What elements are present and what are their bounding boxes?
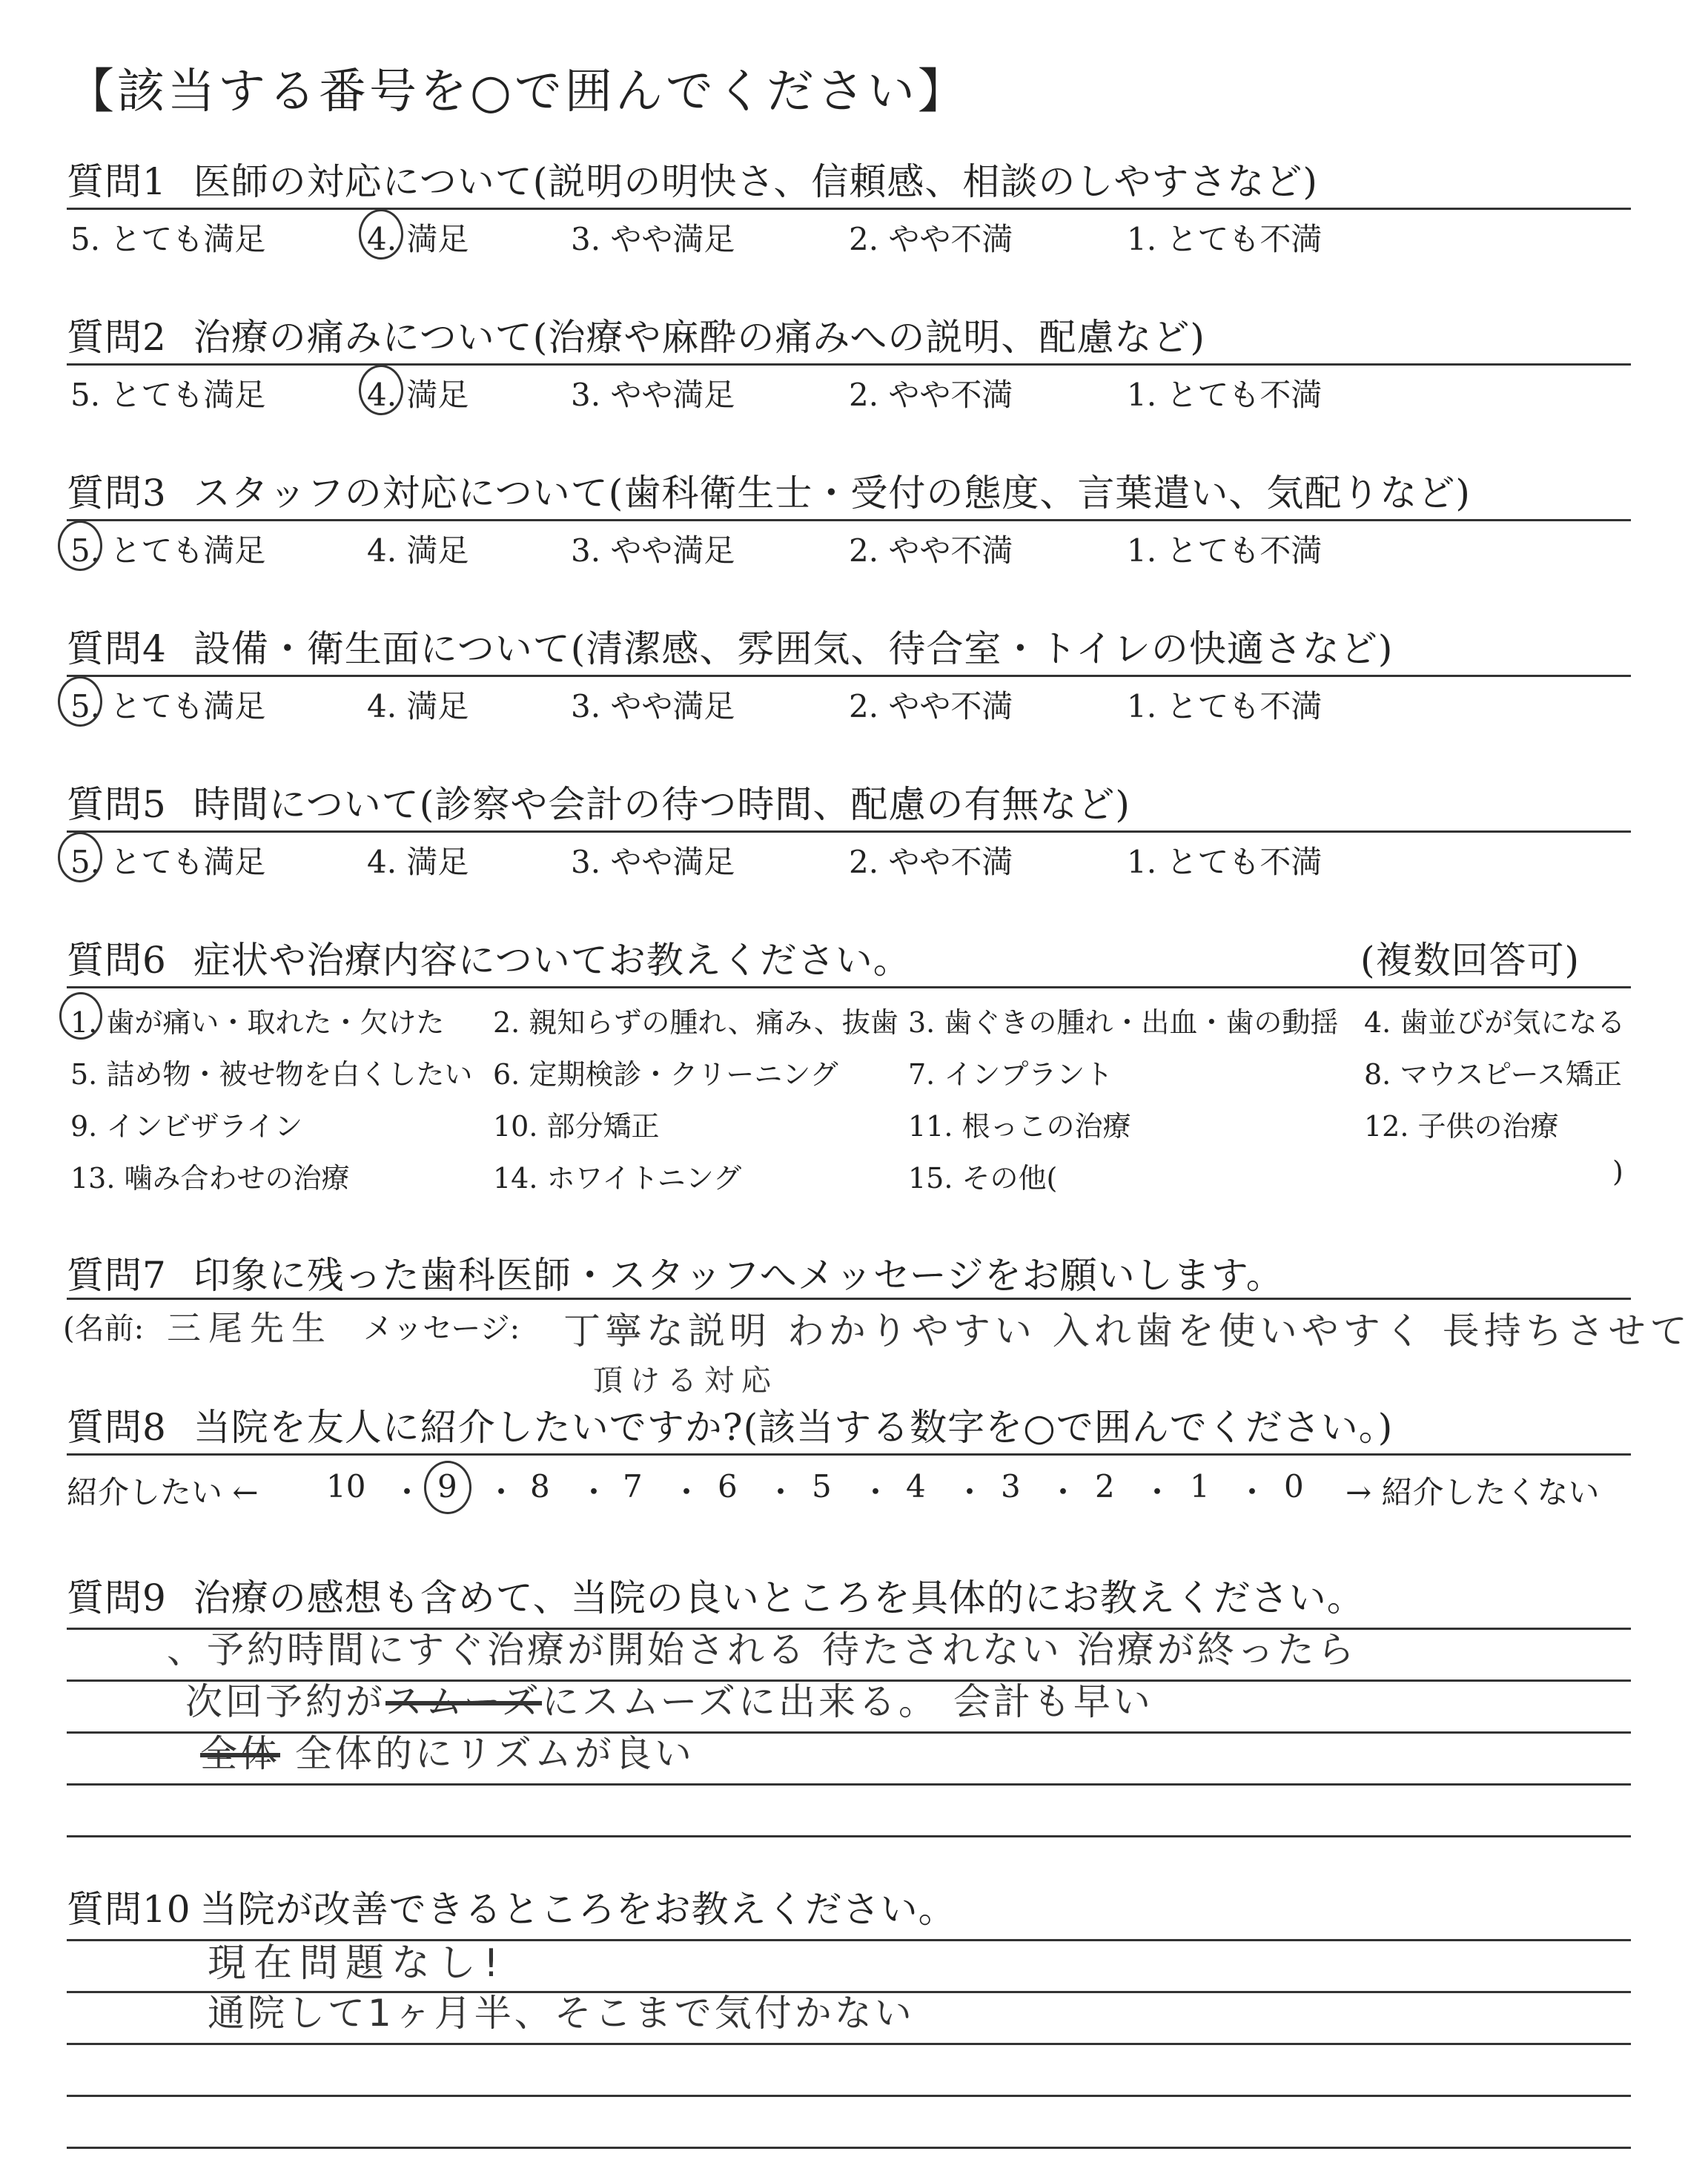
- q1-selected-circle: [359, 209, 403, 260]
- question-7-rule: [67, 1298, 1631, 1300]
- question-1-label: 質問1: [67, 160, 167, 203]
- q8-sep: ・: [860, 1474, 892, 1510]
- question-5-text: 時間について(診察や会計の待つ時間、配慮の有無など): [193, 783, 1131, 826]
- q3-option-1[interactable]: 1. とても不満: [1127, 532, 1323, 569]
- q8-scale-1[interactable]: 1: [1190, 1468, 1210, 1505]
- q6-option-8[interactable]: 8. マウスピース矯正: [1364, 1058, 1622, 1091]
- q7-name-value[interactable]: 三尾先生: [167, 1308, 333, 1348]
- question-2-rule: [67, 363, 1631, 366]
- q8-sep: ・: [391, 1474, 423, 1510]
- q8-scale-4[interactable]: 4: [906, 1468, 926, 1505]
- question-6: [67, 931, 911, 984]
- q8-scale-2[interactable]: 2: [1095, 1468, 1115, 1505]
- q8-sep: ・: [486, 1474, 517, 1510]
- q9-line-2-pre: 次回予約が: [185, 1680, 385, 1723]
- q9-answer-line-2[interactable]: [185, 1672, 1153, 1725]
- question-4-rule: [67, 675, 1631, 677]
- question-3-rule: [67, 519, 1631, 521]
- q4-option-1[interactable]: 1. とても不満: [1127, 688, 1323, 724]
- q6-option-3[interactable]: 3. 歯ぐきの腫れ・出血・歯の動揺: [908, 1006, 1339, 1039]
- q3-option-3[interactable]: 3. やや満足: [571, 532, 735, 569]
- q2-option-4[interactable]: 4. 満足: [367, 377, 469, 413]
- question-9: [67, 1568, 1365, 1622]
- q7-message-line-1[interactable]: 丁寧な説明 わかりやすい 入れ歯を使いやすく 長持ちさせて: [563, 1309, 1692, 1353]
- q8-sep: ・: [1237, 1474, 1268, 1510]
- q6-option-2[interactable]: 2. 親知らずの腫れ、痛み、抜歯: [493, 1006, 898, 1039]
- q8-left-label: 紹介したい ←: [67, 1474, 259, 1510]
- question-6-note: (複数回答可): [1360, 939, 1580, 982]
- question-9-label: 質問9: [67, 1576, 167, 1619]
- page-title: 【該当する番号を○で囲んでください】: [67, 65, 968, 119]
- q8-scale-5[interactable]: 5: [812, 1468, 832, 1505]
- q1-option-2[interactable]: 2. やや不満: [849, 221, 1013, 257]
- question-1: [67, 152, 1318, 205]
- q5-option-5[interactable]: 5. とても満足: [70, 844, 266, 880]
- question-8-label: 質問8: [67, 1406, 167, 1449]
- q10-answer-line-2[interactable]: 通院して1ヶ月半、そこまで気付かない: [208, 1992, 915, 2035]
- q2-option-2[interactable]: 2. やや不満: [849, 377, 1013, 413]
- q7-message-label: メッセージ:: [363, 1312, 520, 1346]
- q9-line-rule-5: [67, 1835, 1631, 1837]
- q8-scale-6[interactable]: 6: [718, 1468, 738, 1505]
- q5-option-4[interactable]: 4. 満足: [367, 844, 469, 880]
- q9-line-2-post: にスムーズに出来る。 会計も早い: [542, 1680, 1153, 1723]
- question-10: [67, 1880, 956, 1933]
- question-6-text: 症状や治療内容についてお教えください。: [193, 939, 911, 982]
- question-7-label: 質問7: [67, 1254, 167, 1297]
- q5-option-1[interactable]: 1. とても不満: [1127, 844, 1323, 880]
- q9-line-3-struck: 全体: [200, 1732, 280, 1775]
- q6-option-15[interactable]: 15. その他(: [908, 1162, 1058, 1195]
- q10-line-rule-5: [67, 2147, 1631, 2149]
- q3-option-4[interactable]: 4. 満足: [367, 532, 469, 569]
- question-6-label: 質問6: [67, 939, 167, 982]
- question-7: [67, 1246, 1284, 1299]
- question-10-text: 当院が改善できるところをお教えください。: [199, 1888, 956, 1931]
- q9-line-3-text: 全体的にリズムが良い: [294, 1732, 695, 1775]
- question-2-label: 質問2: [67, 316, 167, 359]
- q6-option-14[interactable]: 14. ホワイトニング: [493, 1162, 742, 1195]
- question-3: [67, 463, 1471, 517]
- question-1-rule: [67, 208, 1631, 210]
- q2-selected-circle: [359, 365, 403, 415]
- question-4-label: 質問4: [67, 627, 167, 670]
- q2-option-3[interactable]: 3. やや満足: [571, 377, 735, 413]
- question-7-text: 印象に残った歯科医師・スタッフへメッセージをお願いします。: [193, 1254, 1284, 1297]
- q5-selected-circle: [58, 832, 102, 882]
- q10-line-rule-4: [67, 2095, 1631, 2097]
- question-5: [67, 775, 1131, 828]
- q6-option-12[interactable]: 12. 子供の治療: [1364, 1110, 1559, 1143]
- q6-option-13[interactable]: 13. 噛み合わせの治療: [70, 1162, 350, 1195]
- q8-sep: ・: [671, 1474, 703, 1510]
- question-10-label: 質問10: [67, 1888, 191, 1931]
- q6-option-5[interactable]: 5. 詰め物・被せ物を白くしたい: [70, 1058, 473, 1091]
- q3-selected-circle: [58, 521, 102, 571]
- question-9-text: 治療の感想も含めて、当院の良いところを具体的にお教えください。: [193, 1576, 1365, 1619]
- q3-option-5[interactable]: 5. とても満足: [70, 532, 266, 569]
- q1-option-5[interactable]: 5. とても満足: [70, 221, 266, 257]
- q8-scale-7[interactable]: 7: [623, 1468, 643, 1505]
- q8-sep: ・: [954, 1474, 986, 1510]
- q10-line-rule-3: [67, 2043, 1631, 2045]
- q6-option-6[interactable]: 6. 定期検診・クリーニング: [493, 1058, 838, 1091]
- question-5-rule: [67, 830, 1631, 833]
- q6-option-1[interactable]: 1. 歯が痛い・取れた・欠けた: [70, 1006, 445, 1039]
- question-2: [67, 308, 1205, 361]
- q6-option-7[interactable]: 7. インプラント: [908, 1058, 1113, 1091]
- q9-answer-line-1[interactable]: 、予約時間にすぐ治療が開始される 待たされない 治療が終ったら: [167, 1628, 1357, 1671]
- q5-option-2[interactable]: 2. やや不満: [849, 844, 1013, 880]
- q1-option-4[interactable]: 4. 満足: [367, 221, 469, 257]
- q4-option-3[interactable]: 3. やや満足: [571, 688, 735, 724]
- q8-sep: ・: [1142, 1474, 1174, 1510]
- q8-scale-0[interactable]: 0: [1284, 1468, 1304, 1505]
- question-6-rule: [67, 986, 1631, 988]
- q8-sep: ・: [578, 1474, 610, 1510]
- q4-option-4[interactable]: 4. 満足: [367, 688, 469, 724]
- q4-option-5[interactable]: 5. とても満足: [70, 688, 266, 724]
- q8-scale-10[interactable]: 10: [326, 1468, 366, 1505]
- q9-line-2-struck: スムーズ: [385, 1680, 542, 1723]
- q1-option-3[interactable]: 3. やや満足: [571, 221, 735, 257]
- q3-option-2[interactable]: 2. やや不満: [849, 532, 1013, 569]
- question-8-rule: [67, 1453, 1631, 1456]
- q8-scale-9[interactable]: 9: [437, 1468, 457, 1505]
- q5-option-3[interactable]: 3. やや満足: [571, 844, 735, 880]
- q4-selected-circle: [58, 676, 102, 727]
- question-2-text: 治療の痛みについて(治療や麻酔の痛みへの説明、配慮など): [193, 316, 1205, 359]
- q8-selected-circle: [424, 1461, 471, 1514]
- q2-option-5[interactable]: 5. とても満足: [70, 377, 266, 413]
- question-8-text: 当院を友人に紹介したいですか?(該当する数字を○で囲んでください。): [193, 1406, 1394, 1449]
- question-5-label: 質問5: [67, 783, 167, 826]
- q6-option-9[interactable]: 9. インビザライン: [70, 1110, 303, 1143]
- q6-option-11[interactable]: 11. 根っこの治療: [908, 1110, 1131, 1143]
- question-4: [67, 619, 1393, 673]
- q4-option-2[interactable]: 2. やや不満: [849, 688, 1013, 724]
- question-3-text: スタッフの対応について(歯科衛生士・受付の態度、言葉遣い、気配りなど): [193, 472, 1471, 515]
- q8-right-label: → 紹介したくない: [1345, 1474, 1600, 1510]
- q10-answer-line-1[interactable]: 現在問題なし!: [208, 1941, 506, 1986]
- question-4-text: 設備・衛生面について(清潔感、雰囲気、待合室・トイレの快適さなど): [193, 627, 1394, 670]
- q1-option-1[interactable]: 1. とても不満: [1127, 221, 1323, 257]
- q8-sep: ・: [765, 1474, 797, 1510]
- q6-selected-circle: [59, 992, 102, 1040]
- q9-answer-line-3[interactable]: [200, 1724, 695, 1777]
- q8-sep: ・: [1047, 1474, 1079, 1510]
- q8-scale-3[interactable]: 3: [1001, 1468, 1021, 1505]
- q6-option-4[interactable]: 4. 歯並びが気になる: [1364, 1006, 1626, 1039]
- q6-option-10[interactable]: 10. 部分矯正: [493, 1110, 660, 1143]
- q8-scale-8[interactable]: 8: [530, 1468, 550, 1505]
- q2-option-1[interactable]: 1. とても不満: [1127, 377, 1323, 413]
- q6-option-15-close-paren: ): [1612, 1155, 1623, 1188]
- question-1-text: 医師の対応について(説明の明快さ、信頼感、相談のしやすさなど): [193, 160, 1318, 203]
- q7-name-label: (名前:: [63, 1312, 145, 1346]
- q9-line-rule-4: [67, 1783, 1631, 1786]
- question-8: [67, 1398, 1393, 1451]
- question-3-label: 質問3: [67, 472, 167, 515]
- q7-message-line-2[interactable]: 頂ける対応: [593, 1364, 778, 1398]
